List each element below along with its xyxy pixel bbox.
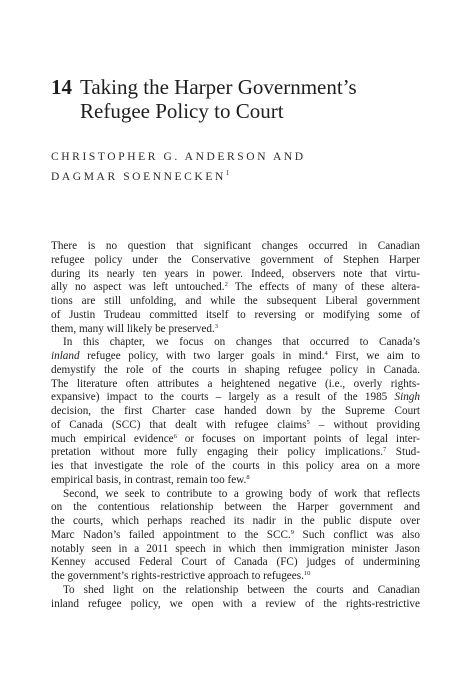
text-line: Kenney accused Federal Court of Canada (FC) judges of undermining (51, 556, 420, 569)
text-line: of Justin Trudeau committed itself to reversing or modifying some of (51, 308, 420, 321)
text-run: First, we aim to (327, 350, 420, 362)
chapter-number: 14 (51, 75, 72, 99)
text-line (51, 350, 420, 364)
footnote-mark: 7 (383, 446, 387, 454)
chapter-title-line-2: Refugee Policy to Court (80, 99, 284, 123)
text-line: In this chapter, we focus on changes that occurred to Canada’s (63, 336, 420, 349)
footnote-mark: 8 (246, 473, 250, 481)
italic-term: inland (51, 350, 80, 362)
text-run: refugee policy, with two larger goals in mind. (79, 350, 325, 362)
text-run: empirical basis, in contrast, remain too few. (51, 473, 247, 486)
text-line (51, 391, 420, 405)
text-run: pretation without more fully engaging their policy implications. (51, 446, 384, 459)
author-line-2 (51, 167, 306, 187)
chapter-authors (51, 147, 306, 187)
text-line: on the contentious relationship between the Harper government and (51, 501, 420, 514)
text-line (51, 281, 420, 295)
paragraph-3 (51, 488, 420, 584)
author-line-1: CHRISTOPHER G. ANDERSON AND (51, 151, 306, 163)
text-line: decision, the first Charter case handed down by the Supreme Court (51, 405, 420, 417)
text-run: them, many will likely be preserved. (51, 322, 215, 335)
footnote-mark: 6 (173, 432, 177, 440)
paragraph-4 (51, 584, 420, 612)
text-run: much empirical evidence (51, 432, 174, 445)
text-line (51, 570, 420, 584)
text-line (51, 474, 420, 488)
footnote-mark: 10 (303, 570, 311, 577)
footnote-mark: 2 (224, 281, 228, 289)
text-line: To shed light on the relationship between the courts and Canadian (63, 583, 420, 596)
text-line: The literature often attributes a heightened negative (i.e., overly rights- (51, 377, 420, 390)
text-line: inland refugee policy, we open with a review of the rights-restrictive (51, 597, 420, 610)
text-line: ies that investigate the role of the courts in this policy area on a more (51, 460, 420, 472)
text-line: There is no question that significant changes occurred in Canadian (51, 240, 420, 252)
text-run: the government’s rights-restrictive approach to refugees. (51, 570, 304, 582)
footnote-mark: 3 (214, 322, 218, 330)
text-run: of Canada (SCC) that dealt with refugee claims (51, 418, 307, 431)
italic-case-name: Singh (394, 391, 420, 404)
text-line (51, 433, 420, 447)
text-run: expansive) impact to the courts – largely as a result of the 1985 (51, 391, 395, 404)
text-line: during its nearly ten years in power. Indeed, observers note that virtu- (51, 267, 420, 280)
text-run: The effects of many of these altera- (227, 281, 421, 294)
paragraph-1 (51, 240, 420, 336)
chapter-title-line-1: Taking the Harper Government’s (80, 75, 357, 99)
text-run: – without providing (309, 418, 420, 431)
text-line: notably seen in a 2011 speech in which then immigration minister Jason (51, 542, 420, 555)
author-footnote-mark: 1 (225, 169, 230, 177)
text-run: Stud- (386, 446, 420, 459)
text-run: or focuses on important points of legal inter- (176, 432, 420, 445)
text-line (51, 419, 420, 433)
text-line (51, 446, 420, 460)
text-run: ally no aspect was left untouched. (51, 281, 225, 294)
footnote-mark: 9 (290, 528, 294, 536)
footnote-mark: 5 (306, 418, 310, 426)
text-line (51, 323, 420, 337)
text-line: the courts, which perhaps reached its nadir in the public dispute over (51, 515, 420, 527)
text-line (51, 529, 420, 543)
text-line: tions are still unfolding, and while the subsequent Liberal government (51, 295, 420, 307)
text-line: Second, we seek to contribute to a growing body of work that reflects (63, 487, 420, 500)
text-line: refugee policy under the Conservative government of Stephen Harper (51, 253, 420, 266)
text-line: demystify the role of the courts in shaping refugee policy in Canada. (51, 363, 420, 376)
text-run: Such conflict was also (293, 528, 420, 541)
text-run: Marc Nadon’s failed appointment to the SCC. (51, 528, 291, 541)
footnote-mark: 4 (324, 350, 328, 357)
paragraph-2 (51, 336, 420, 487)
body-text (51, 240, 420, 611)
author-names-2: DAGMAR SOENNECKEN (51, 171, 226, 183)
